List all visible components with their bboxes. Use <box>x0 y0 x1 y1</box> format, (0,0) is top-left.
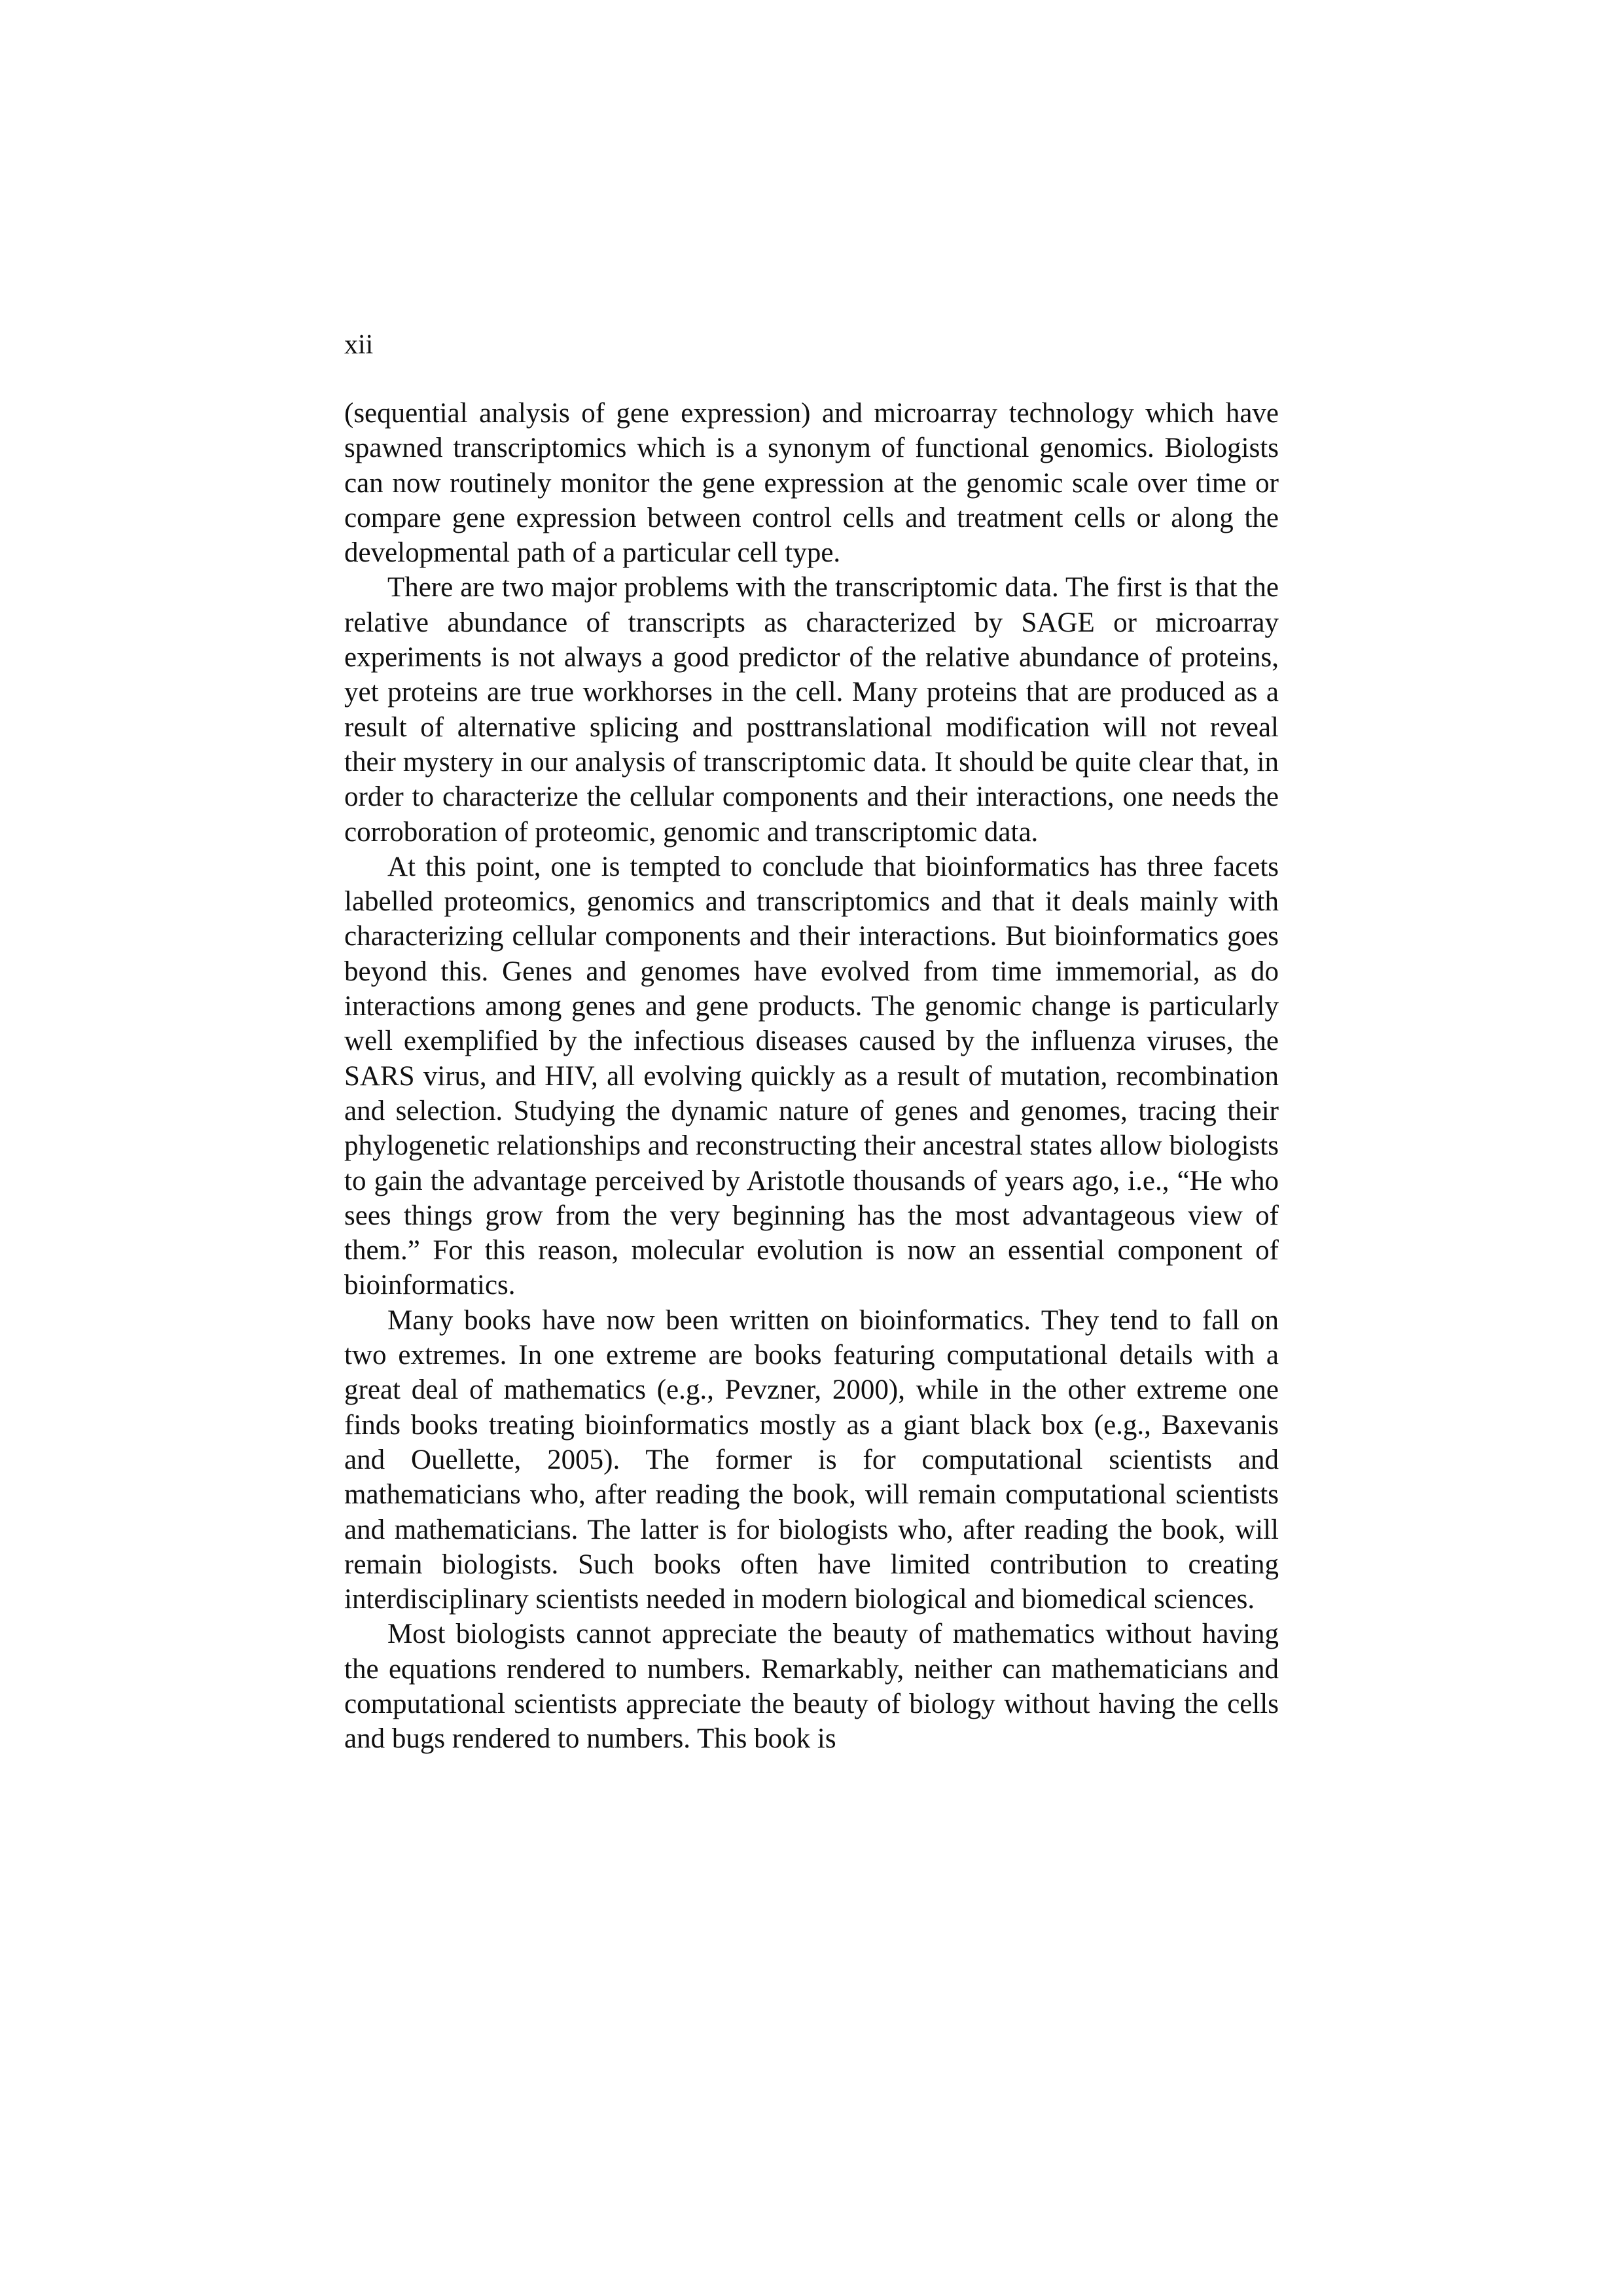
paragraph-books-extremes: Many books have now been written on bioinformatics. They tend to fall on two extremes. In one extreme are books featuring computational details with a great deal of mathematics (e.g., Pevzner, 2000), while in the other extreme one finds books treating bioinformatics mostly as a giant black box (e.g., Baxevanis and Ouellette, 2005). The former is for computational scientists and mathematicians who, after reading the book, will remain computational scientists and mathematicians. The latter is for biologists who, after reading the book, will remain biologists. Such books often have limited contribution to creating interdisciplinary scientists needed in modern biological and biomedical sciences. <box>344 1304 1279 1615</box>
body-text <box>344 396 1279 1757</box>
page-number: xii <box>344 330 374 360</box>
paragraph-bioinformatics-facets: At this point, one is tempted to conclude that bioinformatics has three facets labelled proteomics, genomics and transcriptomics and that it deals mainly with characterizing cellular components and their interactions. But bioinformatics goes beyond this. Genes and genomes have evolved from time immemorial, as do interactions among genes and gene products. The genomic change is particularly well exemplified by the infectious diseases caused by the influenza viruses, the SARS virus, and HIV, all evolving quickly as a result of mutation, recombination and selection. Studying the dynamic nature of genes and genomes, tracing their phylogenetic relationships and reconstructing their ancestral states allow biologists to gain the advantage perceived by Aristotle thousands of years ago, i.e., “He who sees things grow from the very beginning has the most advantageous view of them.” For this reason, molecular evolution is now an essential component of bioinformatics. <box>344 851 1279 1301</box>
paragraph-biologists-mathematics: Most biologists cannot appreciate the beauty of mathematics without having the equations rendered to numbers. Remarkably, neither can mathematicians and computational scientists appreciate the beauty of biology without having the cells and bugs rendered to numbers. This book is <box>344 1619 1279 1755</box>
paragraph-continuation: (sequential analysis of gene expression) and microarray technology which have spawned transcriptomics which is a synonym of functional genomics. Biologists can now routinely monitor the gene expression at the genomic scale over time or compare gene expression between control cells and treatment cells or along the developmental path of a particular cell type. <box>344 398 1279 569</box>
paragraph-transcriptomic-problems: There are two major problems with the transcriptomic data. The first is that the relative abundance of transcripts as characterized by SAGE or microarray experiments is not always a good predictor of the relative abundance of proteins, yet proteins are true workhorses in the cell. Many proteins that are produced as a result of alternative splicing and posttranslational modification will not reveal their mystery in our analysis of transcriptomic data. It should be quite clear that, in order to characterize the cellular components and their interactions, one needs the corroboration of proteomic, genomic and transcriptomic data. <box>344 572 1279 848</box>
